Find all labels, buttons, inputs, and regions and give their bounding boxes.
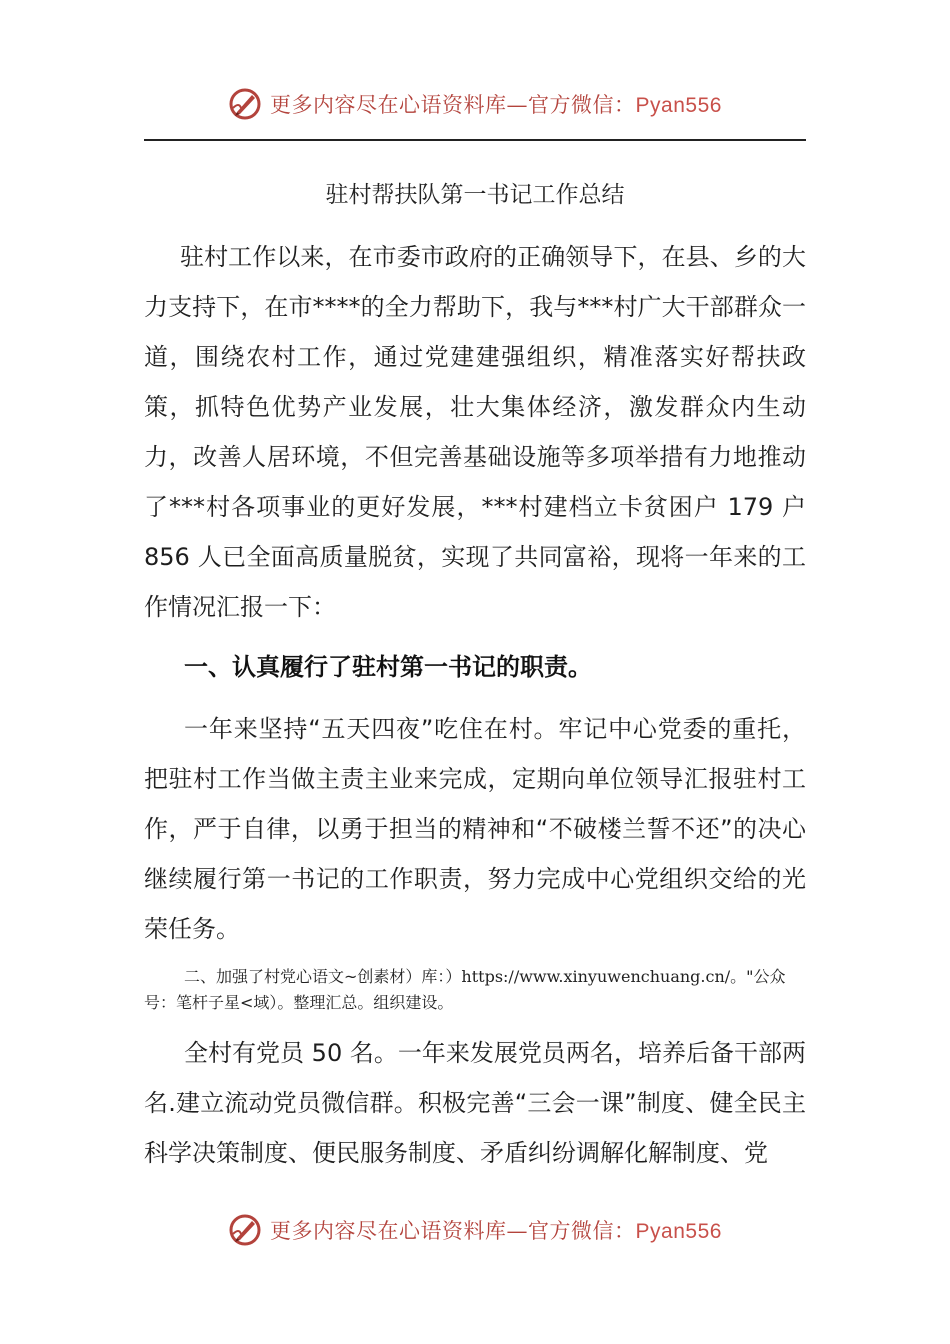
document-title: 驻村帮扶队第一书记工作总结 [325, 182, 625, 208]
footer-banner [0, 1210, 950, 1250]
banner-brand: Pyan556 [635, 94, 722, 117]
banner-brand: Pyan556 [635, 1220, 722, 1243]
header-banner [0, 84, 950, 124]
section2-note-url: https://www.xinyuwenchuang.cn/ [461, 967, 731, 986]
section2-note-suffix: 。"公众号：笔杆子星<域）。整理汇总。组织建设。 [144, 967, 786, 1012]
header-rule [144, 139, 806, 141]
section2-note [144, 964, 806, 1016]
banner-text: 更多内容尽在心语资料库—官方微信：Pyan556 [270, 93, 722, 117]
intro-paragraph: 驻村工作以来，在市委市政府的正确领导下，在县、乡的大力支持下，在市****的全力帮助下，我与***村广大干部群众一道，围绕农村工作，通过党建建强组织，精准落实好帮扶政策，抓特色优势产业发展，壮大集体经济，激发群众内生动力，改善人居环境，不但完善基础设施等多项举措有力地推动了***村各项事业的更好发展，***村建档立卡贫困户 179 户 856 人已全面高质量脱贫，实现了共同富裕，现将一年来的工作情况汇报一下： [144, 243, 806, 621]
pen-logo-icon [228, 1213, 262, 1247]
section1-heading: 一、认真履行了驻村第一书记的职责。 [184, 653, 592, 681]
section2-note-prefix: 二、加强了村党心语文~创素材）库：） [184, 967, 462, 986]
section1-paragraph: 一年来坚持“五天四夜”吃住在村。牢记中心党委的重托，把驻村工作当做主责主业来完成，定期向单位领导汇报驻村工作，严于自律，以勇于担当的精神和“不破楼兰誓不还”的决心继续履行第一书记的工作职责，努力完成中心党组织交给的光荣任务。 [144, 715, 806, 943]
pen-logo-icon [228, 87, 262, 121]
banner-text: 更多内容尽在心语资料库—官方微信：Pyan556 [270, 1219, 722, 1243]
section2-paragraph: 全村有党员 50 名。一年来发展党员两名，培养后备干部两名.建立流动党员微信群。积极完善“三会一课”制度、健全民主科学决策制度、便民服务制度、矛盾纠纷调解化解制度、党 [144, 1039, 806, 1167]
